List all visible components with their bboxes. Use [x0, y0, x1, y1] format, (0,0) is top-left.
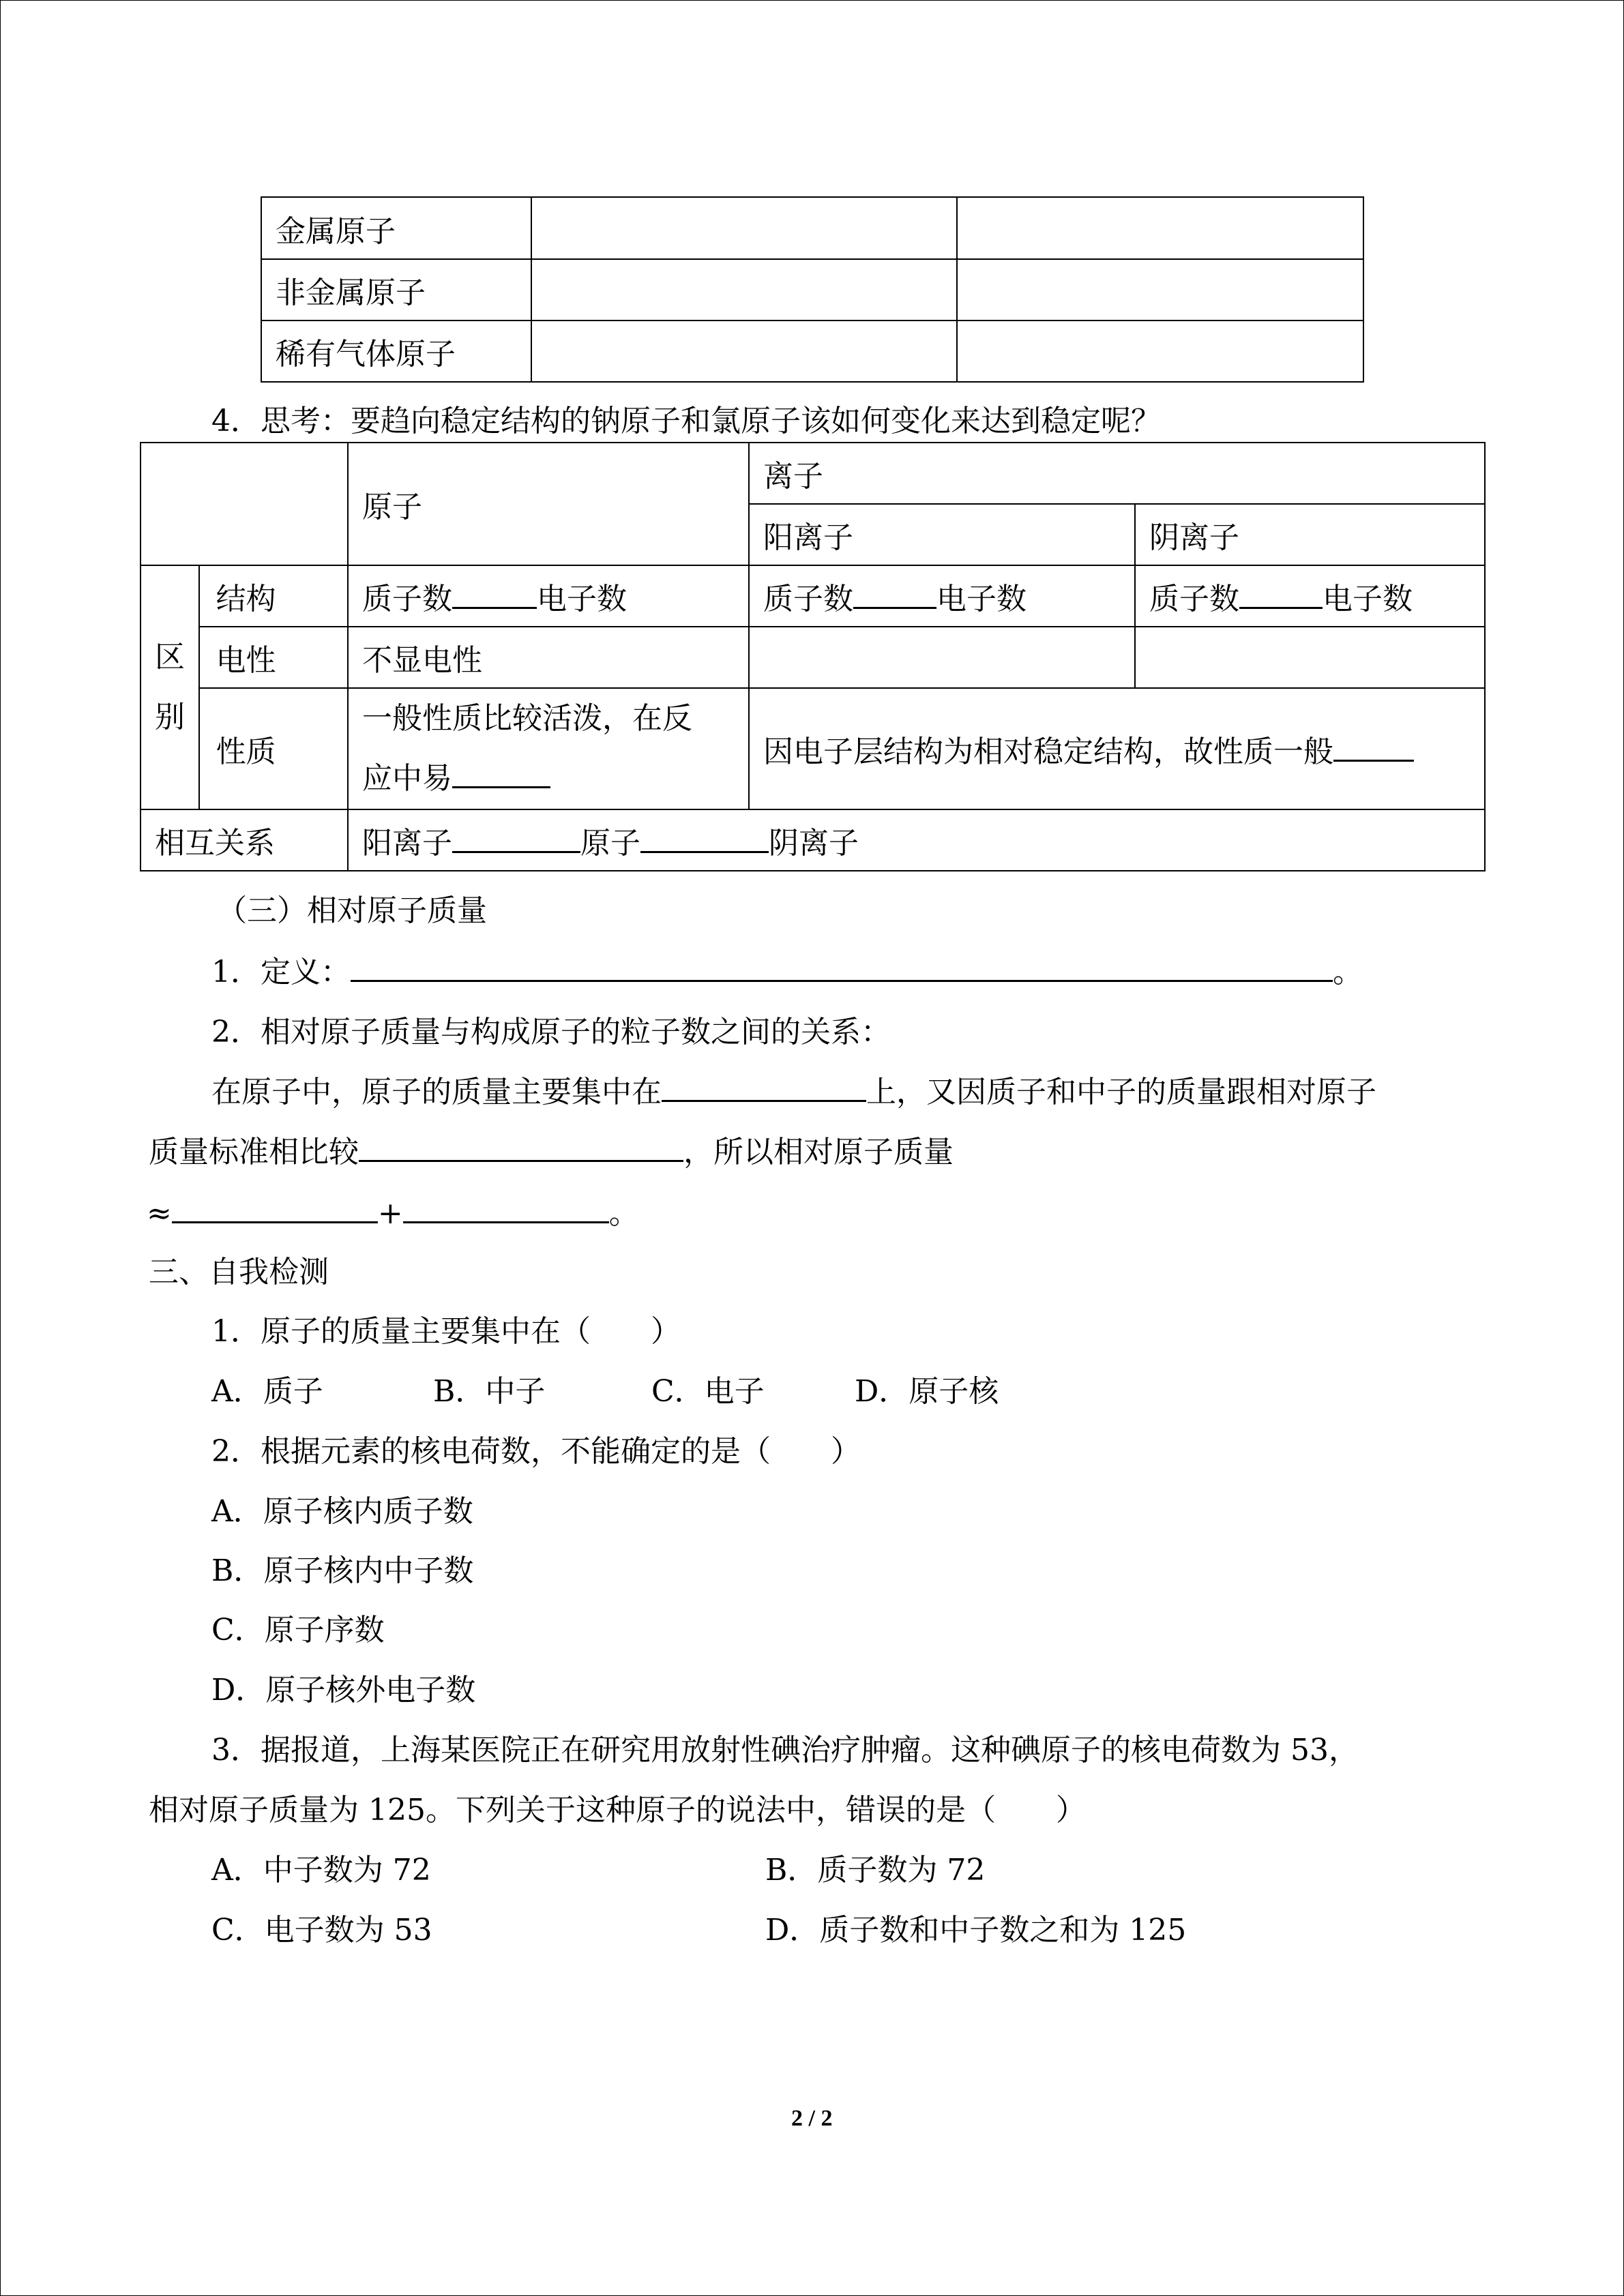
question-3-option-b: B．质子数为 72: [765, 1853, 986, 1888]
period: 。: [608, 1196, 639, 1231]
difference-char-1: 区: [155, 640, 185, 674]
relation-title: 2．相对原子质量与构成原子的粒子数之间的关系：: [211, 1015, 891, 1049]
electron-label: 电子数: [1323, 582, 1413, 616]
answer-blank[interactable]: [640, 824, 769, 853]
proton-label: 质子数: [1149, 582, 1239, 616]
question-2: 2．根据元素的核电荷数，不能确定的是（ ）: [211, 1434, 861, 1469]
atom-type-table: [261, 196, 1364, 383]
paragraph-text: 在原子中，原子的质量主要集中在: [211, 1075, 662, 1109]
table2-relation-value: [348, 809, 1485, 871]
approx-symbol: ≈: [147, 1196, 172, 1231]
answer-blank[interactable]: [452, 824, 580, 853]
question-2-option-a: A．原子核内质子数: [211, 1494, 473, 1529]
paragraph-line-3: [147, 1194, 639, 1233]
electron-label: 电子数: [936, 582, 1027, 616]
answer-blank[interactable]: [359, 1133, 683, 1162]
ion-property-text: 因电子层结构为相对稳定结构，故性质一般: [763, 734, 1333, 769]
question-2-option-d: D．原子核外电子数: [211, 1673, 476, 1708]
table2-corner: [141, 443, 348, 565]
table2-cation-charge: [749, 627, 1135, 688]
answer-blank[interactable]: [1333, 732, 1414, 762]
question-2-option-b: B．原子核内中子数: [211, 1553, 474, 1588]
paragraph-text: ，所以相对原子质量: [683, 1135, 954, 1169]
answer-blank[interactable]: [403, 1194, 609, 1223]
question-2-option-c: C．原子序数: [211, 1613, 385, 1648]
table2-atom-charge: 不显电性: [348, 627, 749, 688]
paragraph-line-1: [211, 1073, 1376, 1112]
question-1-option-a: A．质子: [211, 1374, 323, 1409]
answer-blank[interactable]: [452, 580, 537, 609]
atom-ion-table: [140, 442, 1486, 871]
table1-row-label: 金属原子: [261, 197, 531, 259]
plus-symbol: +: [377, 1196, 403, 1231]
proton-label: 质子数: [763, 582, 853, 616]
question-3-option-d: D．质子数和中子数之和为 125: [765, 1913, 1187, 1948]
table2-property-label: 性质: [199, 688, 348, 809]
paragraph-text: 上，又因质子和中子的质量跟相对原子: [866, 1075, 1376, 1109]
relation-cation: 阳离子: [362, 826, 452, 861]
relation-atom: 原子: [580, 826, 640, 861]
table2-structure-label: 结构: [199, 565, 348, 627]
paragraph-line-2: [149, 1133, 954, 1172]
table1-cell: [531, 259, 957, 320]
page-number: 2 / 2: [791, 2106, 833, 2131]
relation-anion: 阴离子: [769, 826, 859, 861]
proton-label: 质子数: [362, 582, 452, 616]
table2-cation-header: 阳离子: [749, 504, 1135, 565]
question-1-option-d: D．原子核: [855, 1374, 999, 1409]
table2-anion-charge: [1135, 627, 1485, 688]
table2-anion-header: 阴离子: [1135, 504, 1485, 565]
atom-property-line-2: 应中易: [362, 761, 452, 796]
section-3-title: （三）相对原子质量: [217, 893, 487, 928]
table1-cell: [957, 197, 1363, 259]
difference-char-2: 别: [155, 700, 185, 734]
answer-blank[interactable]: [662, 1073, 866, 1102]
table2-atom-structure: [348, 565, 749, 627]
question-1-option-c: C．电子: [651, 1374, 765, 1409]
question-3-line-1: 3．据报道，上海某医院正在研究用放射性碘治疗肿瘤。这种碘原子的核电荷数为 53，: [211, 1733, 1359, 1768]
answer-blank[interactable]: [1239, 580, 1323, 609]
paragraph-text: 质量标准相比较: [149, 1135, 359, 1169]
self-test-title: 三、自我检测: [149, 1255, 329, 1289]
definition-end: 。: [1333, 955, 1363, 989]
table1-cell: [957, 320, 1363, 382]
table1-row-label: 稀有气体原子: [261, 320, 531, 382]
electron-label: 电子数: [537, 582, 627, 616]
answer-blank[interactable]: [172, 1194, 378, 1223]
question-3-option-c: C．电子数为 53: [211, 1913, 432, 1948]
table1-cell: [957, 259, 1363, 320]
definition-label: 1．定义：: [211, 955, 351, 989]
question-1-option-b: B．中子: [433, 1374, 546, 1409]
table2-atom-header: 原子: [348, 443, 749, 565]
table1-row-label: 非金属原子: [261, 259, 531, 320]
answer-blank[interactable]: [853, 580, 936, 609]
table1-cell: [531, 197, 957, 259]
answer-blank[interactable]: [452, 759, 550, 788]
table2-charge-label: 电性: [199, 627, 348, 688]
table2-ion-header: 离子: [749, 443, 1485, 504]
table2-relation-label: 相互关系: [141, 809, 348, 871]
question-3-option-a: A．中子数为 72: [211, 1853, 431, 1888]
question-4-heading: 4．思考：要趋向稳定结构的钠原子和氯原子该如何变化来达到稳定呢？: [211, 404, 1161, 438]
table1-cell: [531, 320, 957, 382]
table2-difference-label: [141, 565, 199, 809]
definition-blank[interactable]: [351, 953, 1333, 982]
table2-ion-property: [749, 688, 1485, 809]
table2-anion-structure: [1135, 565, 1485, 627]
definition-line: [211, 953, 1363, 992]
table2-atom-property: [348, 688, 749, 809]
question-1: 1．原子的质量主要集中在（ ）: [211, 1314, 681, 1349]
atom-property-line-1: 一般性质比较活泼，在反: [362, 701, 692, 736]
question-3-line-2: 相对原子质量为 125。下列关于这种原子的说法中，错误的是（ ）: [149, 1793, 1086, 1828]
table2-cation-structure: [749, 565, 1135, 627]
